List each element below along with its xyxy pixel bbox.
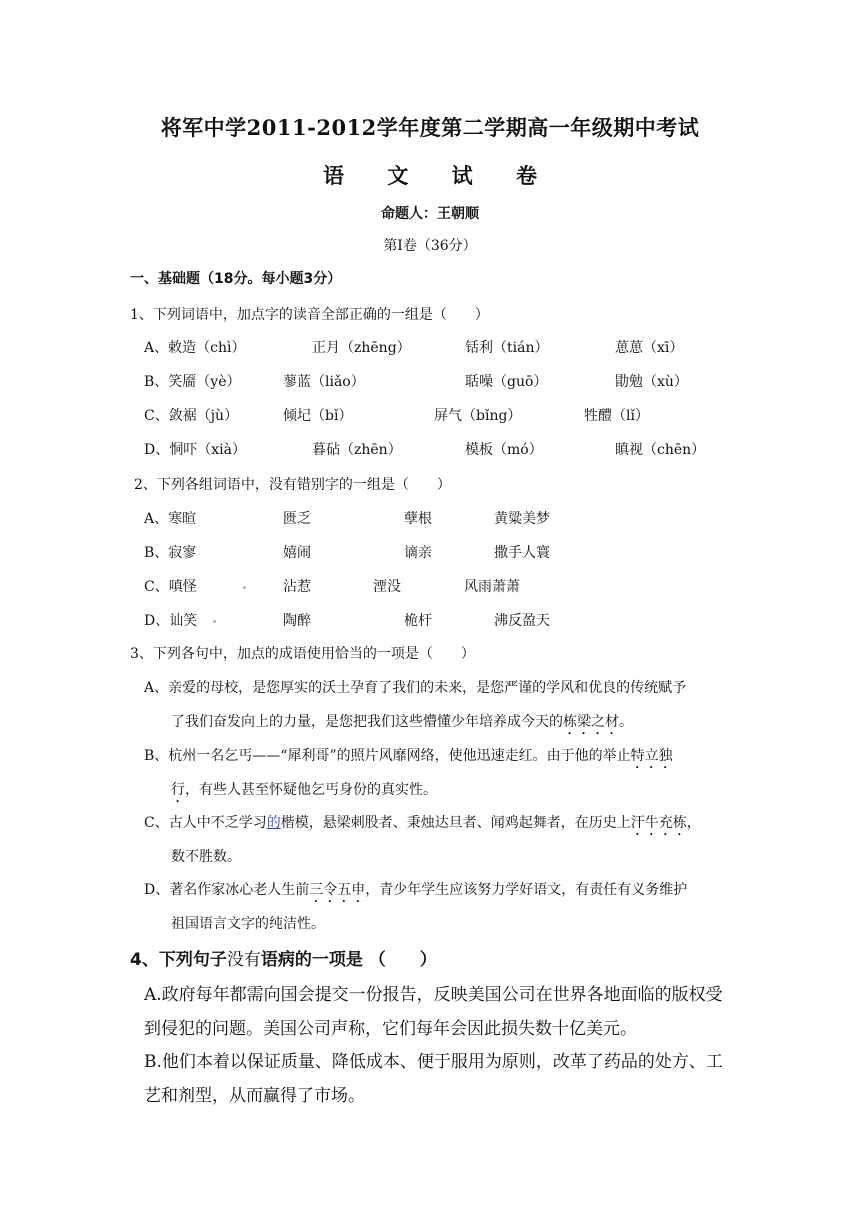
exam-title: 将军中学2011-2012学年度第二学期高一年级期中考试 [160,115,700,140]
q1-b-4: 勖勉（xù） [615,374,688,390]
q4-option-a-line1: A.政府每年都需向国会提交一份报告，反映美国公司在世界各地面临的版权受 [144,985,723,1005]
q3-option-c-line2: 数不胜数。 [171,849,241,865]
question-2-stem: 2、下列各组词语中，没有错别字的一组是（ ） [134,477,451,493]
q3-b-idiom-end: 行 [171,782,185,798]
q1-option-a [144,337,245,357]
q1-b-1: B、笑靥（yè） [144,374,241,390]
q2-d-3: 桅杆 [404,613,432,629]
q3-option-b-line1 [144,745,673,772]
q3-a-idiom: 栋梁之材 [563,714,619,730]
q1-c-1: C、敛裾（jù） [144,408,239,424]
q2-b-3: 谪亲 [404,545,432,561]
speck-mark [243,586,246,589]
q1-a-3: 铦利（tián） [465,340,549,356]
q2-c-3: 湮没 [373,579,401,595]
q2-c-2: 沾惹 [283,579,311,595]
q3-b-rest: ，有些人甚至怀疑他乞丐身份的真实性。 [185,782,437,798]
exam-subject: 语 文 试 卷 [323,163,555,188]
q4-stem-mid: 没有 [226,950,261,970]
q3-option-b-line2 [171,779,437,806]
q1-c-3: 屏气（bǐng） [434,408,522,424]
q3-b-idiom: 特立独 [630,748,673,764]
q1-a-4: 葸葸（xī） [615,340,684,356]
q2-b-1: B、寂寥 [144,545,197,561]
q3-a-end: 。 [619,714,633,730]
q3-d-text: D、著名作家冰心老人生前 [144,882,310,898]
q1-c-4: 牲醴（lǐ） [584,408,649,424]
q1-c-2: 倾圮（bǐ） [283,408,353,424]
q4-option-b-line2: 艺和剂型，从而赢得了市场。 [144,1086,365,1106]
q3-option-a-line1: A、亲爱的母校，是您厚实的沃土孕育了我们的未来，是您严谨的学风和优良的传统赋予 [144,680,687,696]
q3-d-idiom: 三令五申 [309,882,366,898]
q3-option-a-line2 [171,711,633,738]
q1-b-2: 蓼蓝（liǎo） [283,374,365,390]
q4-stem-pre: 4、下列句子 [130,950,227,970]
exam-setter: 命题人：王朝顺 [381,206,479,222]
q2-a-3: 孽根 [404,511,432,527]
q1-a-2: 正月（zhēng） [312,340,411,356]
question-3-stem: 3、下列各句中，加点的成语使用恰当的一项是（ ） [130,646,475,662]
q3-b-text: B、杭州一名乞丐——“犀利哥”的照片风靡网络，使他迅速走红。由于他的举止 [144,748,631,764]
volume-heading: 第Ⅰ卷（36分） [383,238,477,254]
q3-c-mid: 楷模，悬梁刺股者、秉烛达旦者、闻鸡起舞者，在历史上 [280,815,631,831]
question-4-stem [130,945,437,970]
q3-c-link[interactable]: 的 [266,815,281,831]
q3-a-text: 了我们奋发向上的力量，是您把我们这些懵懂少年培养成今天的 [171,714,563,730]
q2-a-4: 黄粱美梦 [494,511,550,527]
q3-option-d-line1 [144,879,687,906]
q2-d-2: 陶醉 [283,613,311,629]
q4-option-b-line1: B.他们本着以保证质量、降低成本、便于服用为原则，改革了药品的处方、工 [144,1052,723,1072]
question-1-stem: 1、下列词语中，加点字的读音全部正确的一组是（ ） [130,307,489,323]
q3-c-end: ， [686,815,701,831]
q1-d-2: 暮砧（zhēn） [312,442,402,458]
speck-mark [213,620,216,623]
q2-b-4: 撒手人寰 [494,545,550,561]
q2-d-4: 沸反盈天 [494,613,550,629]
q1-b-3: 聒噪（guō） [465,374,548,390]
q1-a-1: A、敕造（chì） [144,340,246,356]
q4-option-a-line2: 到侵犯的问题。美国公司声称，它们每年会因此损失数十亿美元。 [144,1019,637,1039]
q2-b-2: 嬉闹 [283,545,311,561]
q3-option-c-line1 [144,812,701,839]
q3-d-rest: ，青少年学生应该努力学好语文，有责任有义务维护 [365,882,688,898]
q2-a-1: A、寒暄 [144,511,197,527]
q2-d-1: D、讪笑 [144,613,198,629]
section-heading: 一、基础题（18分。每小题3分） [130,271,342,287]
q1-d-4: 瞋视（chēn） [615,442,706,458]
q3-c-idiom: 汗牛充栋 [630,815,687,831]
q2-c-1: C、嗔怪 [144,579,197,595]
q4-stem-post: 语病的一项是 （ ） [260,950,437,970]
q1-d-1: D、恫吓（xià） [144,442,246,458]
q3-c-text: C、古人中不乏学习 [144,815,267,831]
q3-option-d-line2: 祖国语言文字的纯洁性。 [171,916,325,932]
q2-c-4: 风雨萧萧 [464,579,520,595]
q1-d-3: 模板（mó） [465,442,543,458]
q2-a-2: 匮乏 [283,511,311,527]
